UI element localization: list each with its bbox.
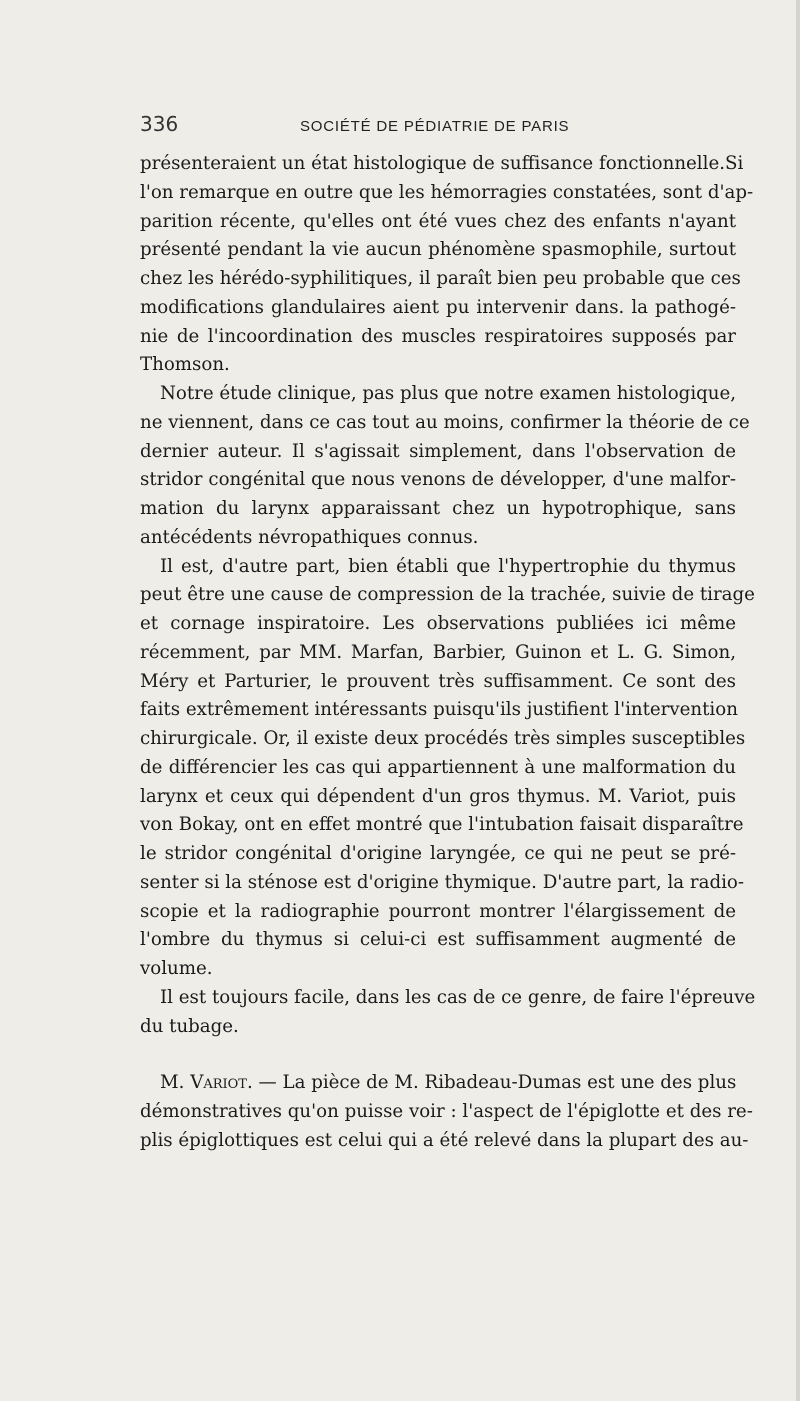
paragraph-2	[140, 380, 750, 553]
text-line: ne viennent, dans ce cas tout au moins, confirmer la théorie de ce	[140, 411, 750, 433]
text-line: volume.	[140, 958, 213, 979]
page-number: 336	[140, 112, 179, 136]
text-line: Thomson.	[140, 354, 230, 376]
paragraph-3	[140, 553, 755, 984]
page-header	[140, 112, 740, 142]
text-line: nie de l'incoordination des muscles respiratoires supposés par	[140, 325, 736, 347]
speaker-name: Variot	[190, 1072, 247, 1094]
text-line: plis épiglottiques est celui qui a été relevé dans la plupart des au-	[140, 1129, 749, 1151]
text-line: du tubage.	[140, 1015, 239, 1037]
text-line: de différencier les cas qui appartiennent à une malformation du	[140, 756, 736, 778]
text-fragment: . — La pièce de M. Ribadeau-Dumas est une des plus	[246, 1072, 737, 1094]
text-line: chirurgicale. Or, il existe deux procédés très simples susceptibles	[140, 728, 746, 749]
speaker-prefix: M.	[160, 1072, 191, 1094]
text-line: von Bokay, ont en effet montré que l'intubation faisait disparaître	[140, 814, 744, 836]
running-head: SOCIÉTÉ DE PÉDIATRIE DE PARIS	[300, 118, 570, 135]
text-line: Il est, d'autre part, bien établi que l'hypertrophie du thymus	[160, 555, 736, 577]
text-line: larynx et ceux qui dépendent d'un gros thymus. M. Variot, puis	[140, 785, 736, 807]
text-line: Notre étude clinique, pas plus que notre examen histologique,	[160, 383, 737, 404]
text-line: chez les hérédo-syphilitiques, il paraît bien peu probable que ces	[140, 268, 741, 289]
text-line: stridor congénital que nous venons de développer, d'une malfor-	[140, 469, 736, 491]
text-line: dernier auteur. Il s'agissait simplement, dans l'observation de	[140, 440, 736, 462]
text-line: Il est toujours facile, dans les cas de ce genre, de faire l'épreuve	[160, 986, 756, 1008]
text-line	[140, 1069, 736, 1098]
text-line: senter si la sténose est d'origine thymique. D'autre part, la radio-	[140, 871, 744, 893]
text-line: peut être une cause de compression de la trachée, suivie de tirage	[140, 584, 755, 606]
text-line: l'ombre du thymus si celui-ci est suffisamment augmenté de	[140, 929, 736, 951]
text-line: Méry et Parturier, le prouvent très suffisamment. Ce sont des	[140, 670, 736, 692]
body-text	[140, 150, 756, 1156]
text-line: mation du larynx apparaissant chez un hypotrophique, sans	[140, 498, 736, 519]
text-line: démonstratives qu'on puisse voir : l'aspect de l'épiglotte et des re-	[140, 1101, 753, 1122]
text-line: antécédents névropathiques connus.	[140, 526, 479, 548]
section-gap	[140, 1041, 736, 1069]
paragraph-1	[140, 150, 754, 380]
text-line: présenté pendant la vie aucun phénomène spasmophile, surtout	[140, 239, 736, 261]
text-line: et cornage inspiratoire. Les observations publiées ici même	[140, 613, 736, 634]
text-line: l'on remarque en outre que les hémorragies constatées, sont d'ap-	[140, 181, 754, 203]
text-line: récemment, par MM. Marfan, Barbier, Guinon et L. G. Simon,	[140, 641, 736, 663]
text-line: faits extrêmement intéressants puisqu'ils justifient l'intervention	[140, 699, 738, 721]
text-line: modifications glandulaires aient pu intervenir dans. la pathogé-	[140, 296, 736, 318]
page-edge	[796, 0, 800, 1401]
paragraph-5	[140, 1069, 753, 1155]
text-line: le stridor congénital d'origine laryngée, ce qui ne peut se pré-	[140, 843, 736, 864]
paragraph-4	[140, 984, 756, 1042]
text-line: présenteraient un état histologique de suffisance fonctionnelle.Si	[140, 153, 744, 174]
text-line: parition récente, qu'elles ont été vues chez des enfants n'ayant	[140, 210, 736, 232]
text-line: scopie et la radiographie pourront montrer l'élargissement de	[140, 900, 736, 922]
